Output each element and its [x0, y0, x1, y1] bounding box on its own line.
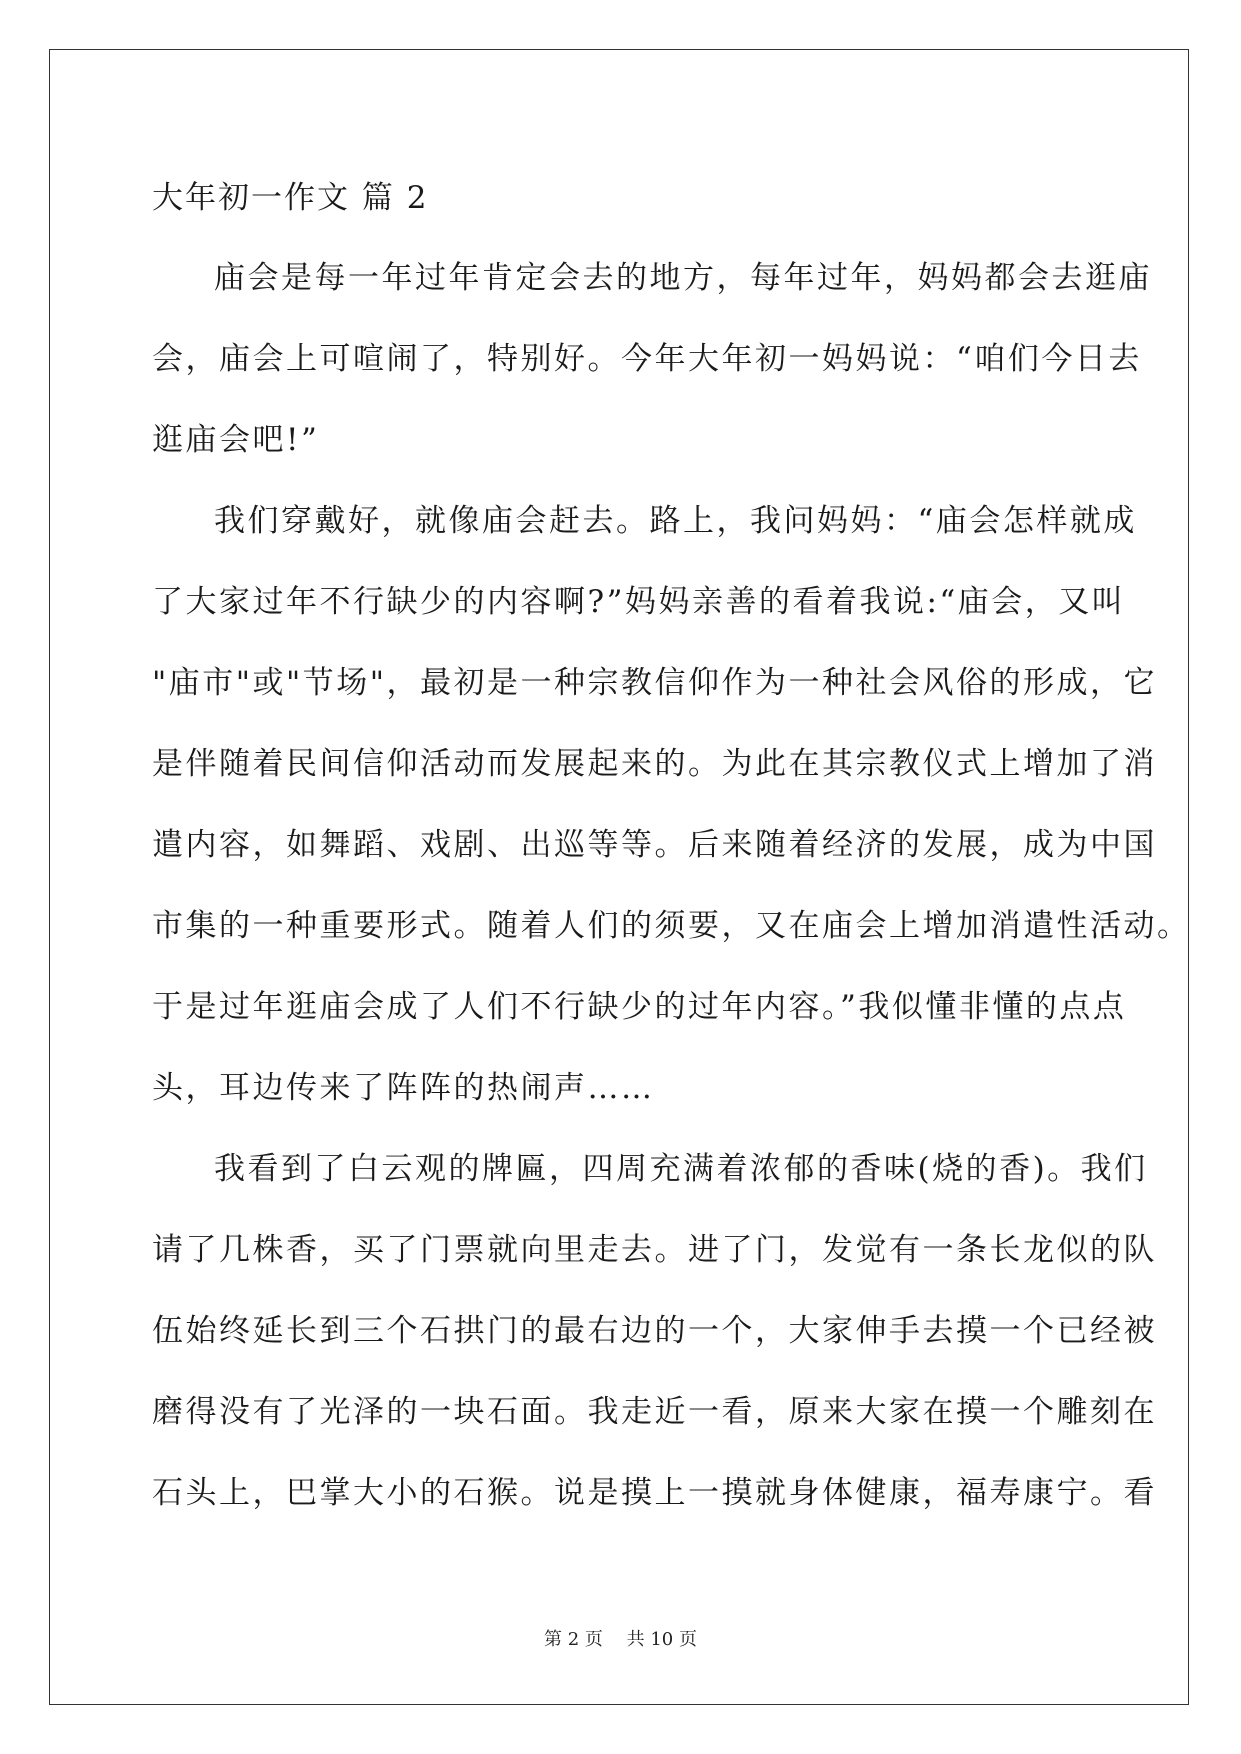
paragraph-2: [152, 481, 1191, 1129]
text-line: 我看到了白云观的牌匾，四周充满着浓郁的香味(烧的香)。我们: [214, 1151, 1148, 1187]
document-heading: 大年初一作文 篇 2: [152, 180, 429, 216]
text-line: 石头上，巴掌大小的石猴。说是摸上一摸就身体健康，福寿康宁。看: [152, 1475, 1157, 1511]
text-line: 市集的一种重要形式。随着人们的须要，又在庙会上增加消遣性活动。: [152, 908, 1191, 944]
text-line: 于是过年逛庙会成了人们不行缺少的过年内容。”我似懂非懂的点点: [152, 989, 1127, 1025]
text-line: "庙市"或"节场"，最初是一种宗教信仰作为一种社会风俗的形成，它: [152, 665, 1158, 701]
text-line: 请了几株香，买了门票就向里走去。进了门，发觉有一条长龙似的队: [152, 1232, 1157, 1268]
text-line: 逛庙会吧!”: [152, 422, 320, 458]
text-line: 是伴随着民间信仰活动而发展起来的。为此在其宗教仪式上增加了消: [152, 746, 1157, 782]
page-number-footer: 第 2 页 共 10 页: [544, 1629, 697, 1650]
text-line: 磨得没有了光泽的一块石面。我走近一看，原来大家在摸一个雕刻在: [152, 1394, 1157, 1430]
text-line: 会，庙会上可喧闹了，特别好。今年大年初一妈妈说：“咱们今日去: [152, 341, 1142, 377]
text-line: 头，耳边传来了阵阵的热闹声……: [152, 1070, 655, 1106]
text-line: 了大家过年不行缺少的内容啊?”妈妈亲善的看着我说:“庙会，又叫: [152, 584, 1126, 620]
text-line: 伍始终延长到三个石拱门的最右边的一个，大家伸手去摸一个已经被: [152, 1313, 1157, 1349]
paragraph-1: [152, 238, 1152, 481]
text-line: 我们穿戴好，就像庙会赶去。路上，我问妈妈：“庙会怎样就成: [214, 503, 1137, 539]
document-body: [152, 158, 1191, 1534]
text-line: 遣内容，如舞蹈、戏剧、出巡等等。后来随着经济的发展，成为中国: [152, 827, 1157, 863]
paragraph-3: [152, 1129, 1157, 1534]
text-line: 庙会是每一年过年肯定会去的地方，每年过年，妈妈都会去逛庙: [214, 260, 1152, 296]
